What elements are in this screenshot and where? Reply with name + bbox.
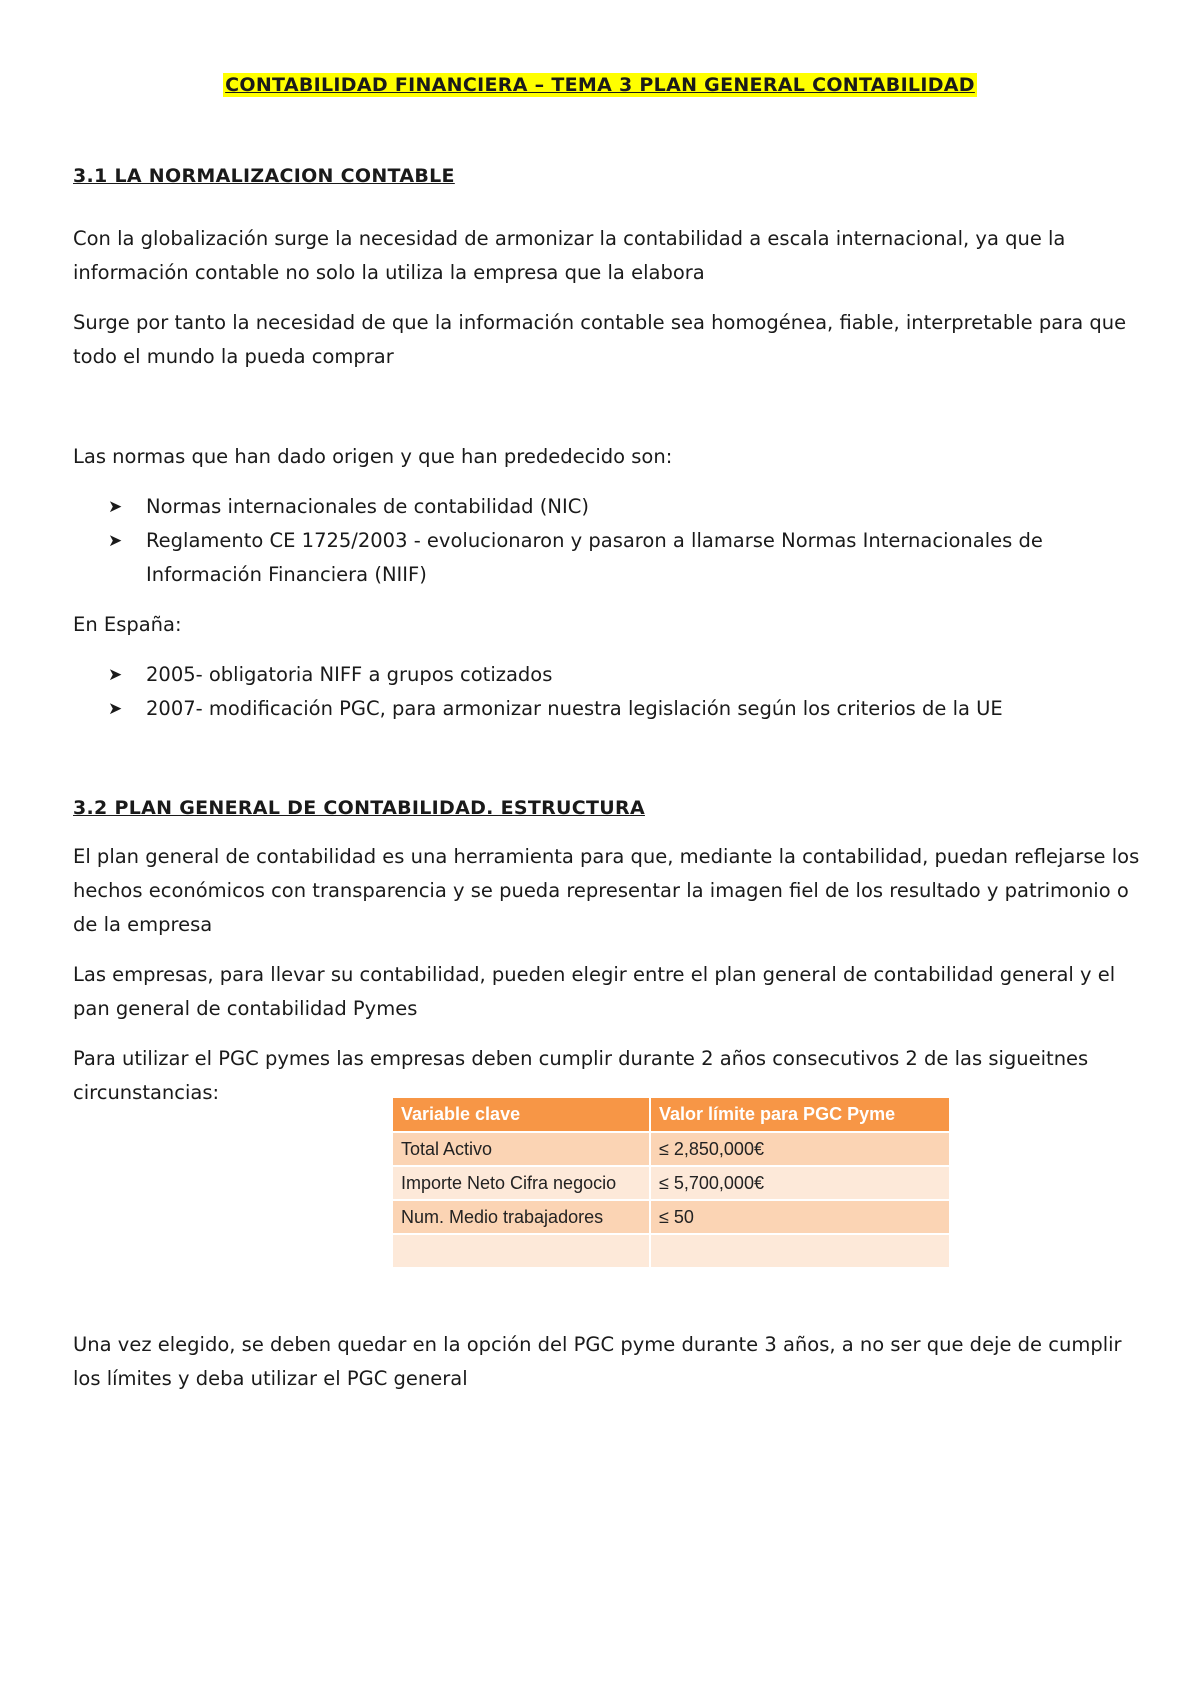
list-item-text: Reglamento CE 1725/2003 - evolucionaron y pasaron a llamarse Normas Internacionales de Información Financiera (NIIF) <box>146 529 1043 586</box>
section-2-paragraph-2: Las empresas, para llevar su contabilidad, pueden elegir entre el plan general de contabilidad general y el pan general de contabilidad Pymes <box>73 963 1116 1020</box>
pgc-pyme-limits-table <box>393 1098 951 1267</box>
arrow-bullet-icon: ➤ <box>108 699 123 719</box>
spain-list <box>108 658 1108 726</box>
table-header-cell: Valor límite para PGC Pyme <box>650 1098 950 1132</box>
limits-table <box>393 1098 951 1267</box>
list-item <box>108 524 1108 592</box>
section-1-paragraph-2: Surge por tanto la necesidad de que la información contable sea homogénea, fiable, interpretable para que todo el mundo la pueda comprar <box>73 311 1127 368</box>
arrow-bullet-icon: ➤ <box>108 665 123 685</box>
section-2-paragraph-1: El plan general de contabilidad es una herramienta para que, mediante la contabilidad, puedan reflejarse los hechos económicos con transparencia y se pueda representar la imagen fiel de los resultado y patrimonio o de la empresa <box>73 845 1140 936</box>
table-cell: ≤ 2,850,000€ <box>650 1132 950 1166</box>
arrow-bullet-icon: ➤ <box>108 531 123 551</box>
document-title-text: CONTABILIDAD FINANCIERA – TEMA 3 PLAN GENERAL CONTABILIDAD <box>225 74 975 96</box>
table-row <box>393 1132 950 1166</box>
table-row <box>393 1234 950 1267</box>
table-cell: ≤ 5,700,000€ <box>650 1166 950 1200</box>
norms-list <box>108 490 1108 592</box>
table-cell: ≤ 50 <box>650 1200 950 1234</box>
list-item-text: Normas internacionales de contabilidad (NIC) <box>146 495 589 518</box>
list-item <box>108 658 1108 692</box>
table-cell <box>393 1234 650 1267</box>
table-row <box>393 1200 950 1234</box>
spain-label: En España: <box>73 613 182 636</box>
table-cell: Num. Medio trabajadores <box>393 1200 650 1234</box>
section-1-paragraph-1: Con la globalización surge la necesidad de armonizar la contabilidad a escala internacional, ya que la información contable no solo la utiliza la empresa que la elabora <box>73 227 1066 284</box>
table-row <box>393 1166 950 1200</box>
table-cell: Importe Neto Cifra negocio <box>393 1166 650 1200</box>
table-header-row <box>393 1098 950 1132</box>
section-1-heading: 3.1 LA NORMALIZACION CONTABLE <box>73 165 455 187</box>
list-item <box>108 692 1108 726</box>
table-cell <box>650 1234 950 1267</box>
table-header-cell: Variable clave <box>393 1098 650 1132</box>
section-2-paragraph-4: Una vez elegido, se deben quedar en la opción del PGC pyme durante 3 años, a no ser que deje de cumplir los límites y deba utilizar el PGC general <box>73 1333 1122 1390</box>
table-cell: Total Activo <box>393 1132 650 1166</box>
document-title <box>0 74 1200 96</box>
section-2-paragraph-3: Para utilizar el PGC pymes las empresas deben cumplir durante 2 años consecutivos 2 de las sigueitnes circunstancias: <box>73 1047 1089 1104</box>
list-item <box>108 490 1108 524</box>
list-item-text: 2007- modificación PGC, para armonizar nuestra legislación según los criterios de la UE <box>146 697 1003 720</box>
section-1-paragraph-3: Las normas que han dado origen y que han prededecido son: <box>73 445 673 468</box>
arrow-bullet-icon: ➤ <box>108 497 123 517</box>
section-2-heading: 3.2 PLAN GENERAL DE CONTABILIDAD. ESTRUCTURA <box>73 797 645 819</box>
list-item-text: 2005- obligatoria NIFF a grupos cotizados <box>146 663 553 686</box>
